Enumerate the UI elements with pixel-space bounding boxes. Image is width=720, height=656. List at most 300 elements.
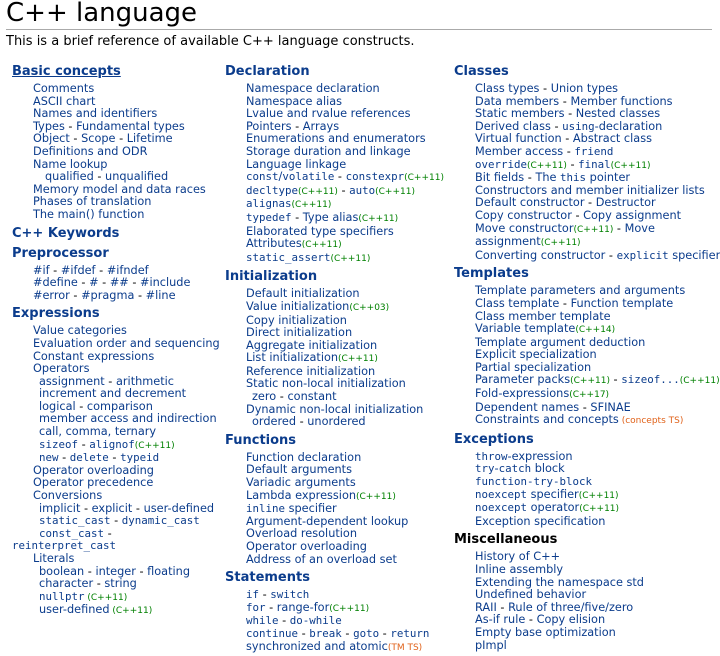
- link-memory-model-and-data-races[interactable]: Memory model and data races: [33, 182, 206, 196]
- section-heading-exceptions: Exceptions: [454, 431, 534, 447]
- link-nullptr[interactable]: nullptr: [39, 589, 85, 603]
- link-const[interactable]: const: [246, 170, 279, 184]
- link-argument-dependent-lookup[interactable]: Argument-dependent lookup: [246, 514, 409, 528]
- link-template-argument-deduction[interactable]: Template argument deduction: [475, 335, 646, 349]
- link-specifier[interactable]: specifier: [668, 248, 720, 262]
- link-dynamic-non-local-initialization[interactable]: Dynamic non-local initialization: [246, 402, 424, 416]
- separator: -: [115, 132, 127, 146]
- separator: -: [579, 400, 591, 414]
- link-assignment[interactable]: assignment: [475, 235, 541, 249]
- separator: -: [337, 183, 350, 197]
- section-heading-basic-concepts[interactable]: Basic concepts: [12, 64, 121, 79]
- link-function-declaration[interactable]: Function declaration: [246, 450, 362, 464]
- link-operator-precedence[interactable]: Operator precedence: [33, 476, 154, 490]
- link-throw[interactable]: throw: [475, 449, 508, 463]
- link-item[interactable]: #: [89, 276, 99, 290]
- link-explicit[interactable]: explicit: [91, 501, 133, 515]
- link-static-non-local-initialization[interactable]: Static non-local initialization: [246, 377, 406, 391]
- link-member-functions[interactable]: Member functions: [570, 94, 673, 108]
- link-explicit-specialization[interactable]: Explicit specialization: [475, 348, 597, 362]
- list-item: [225, 641, 450, 655]
- link-constant-expressions[interactable]: Constant expressions: [33, 349, 155, 363]
- version-badge: (C++11): [679, 376, 720, 387]
- separator: -: [69, 132, 82, 146]
- link-copy-elision[interactable]: Copy elision: [536, 613, 606, 627]
- list-item: [12, 439, 220, 453]
- link-block[interactable]: block: [531, 462, 565, 476]
- separator: -: [64, 119, 77, 133]
- link-names-and-identifiers[interactable]: Names and identifiers: [33, 107, 158, 121]
- link-class-template[interactable]: Class template: [475, 296, 560, 310]
- link-do-while[interactable]: do-while: [289, 614, 342, 628]
- separator: -: [259, 588, 271, 602]
- version-badge: (C++11): [578, 490, 619, 501]
- link-template-parameters-and-arguments[interactable]: Template parameters and arguments: [475, 284, 686, 298]
- link-constructors-and-member-initializer-lists[interactable]: Constructors and member initializer lists: [475, 183, 705, 197]
- list-item: [225, 238, 450, 252]
- list-item: [454, 323, 718, 337]
- version-badge: (C++11): [109, 606, 153, 617]
- link-bit-fields[interactable]: Bit fields: [475, 171, 525, 185]
- separator: -: [93, 577, 105, 591]
- separator: -: [98, 276, 110, 290]
- link-member-access[interactable]: Member access: [475, 144, 564, 158]
- link-fold-expressions[interactable]: Fold-expressions: [475, 387, 570, 401]
- link-item[interactable]: /: [278, 170, 283, 184]
- list-item: [454, 414, 718, 428]
- separator: -: [58, 451, 70, 465]
- link-operator[interactable]: operator: [527, 501, 580, 515]
- link-attributes[interactable]: Attributes: [246, 237, 302, 251]
- link-if[interactable]: #if: [33, 263, 50, 277]
- section-heading-miscellaneous: Miscellaneous: [454, 532, 558, 548]
- link-zero[interactable]: zero: [252, 390, 277, 404]
- link-string[interactable]: string: [104, 577, 137, 591]
- link-nested-classes[interactable]: Nested classes: [575, 107, 661, 121]
- version-badge: (C++17): [569, 390, 610, 401]
- list-item: [12, 604, 220, 618]
- link-return[interactable]: return: [390, 626, 430, 640]
- link-define[interactable]: #define: [33, 276, 78, 290]
- list-item: [454, 516, 718, 529]
- separator: -: [128, 276, 141, 290]
- link-union-types[interactable]: Union types: [550, 82, 619, 95]
- link-abstract-class[interactable]: Abstract class: [572, 132, 652, 146]
- separator: -: [49, 263, 61, 277]
- link-the-main-function[interactable]: The main() function: [33, 207, 145, 221]
- link-default-initialization[interactable]: Default initialization: [246, 287, 360, 301]
- link-address-of-an-overload-set[interactable]: Address of an overload set: [246, 552, 397, 566]
- link-specifier[interactable]: specifier: [285, 502, 337, 516]
- version-badge: (C++11): [134, 440, 175, 451]
- link-sizeof[interactable]: sizeof...: [621, 373, 680, 387]
- link-dynamic-cast[interactable]: dynamic_cast: [121, 514, 200, 528]
- link-integer[interactable]: integer: [95, 564, 136, 578]
- section-heading-templates: Templates: [454, 266, 529, 282]
- link-fundamental-types[interactable]: Fundamental types: [76, 119, 185, 133]
- list-item: [454, 502, 718, 516]
- link-line[interactable]: #line: [145, 288, 176, 302]
- section-heading-preprocessor[interactable]: Preprocessor: [12, 245, 109, 261]
- link-catch[interactable]: catch: [498, 462, 532, 476]
- separator: -: [84, 564, 96, 578]
- link-aggregate-initialization[interactable]: Aggregate initialization: [246, 338, 378, 352]
- link-specifier[interactable]: specifier: [527, 487, 579, 501]
- link-ordered[interactable]: ordered: [252, 415, 296, 429]
- separator: -: [496, 600, 509, 614]
- link-reinterpret-cast[interactable]: reinterpret_cast: [12, 539, 117, 553]
- link-using[interactable]: using: [562, 119, 595, 133]
- separator: -: [132, 501, 144, 515]
- link-empty-base-optimization[interactable]: Empty base optimization: [475, 625, 616, 639]
- list-item: [12, 591, 220, 605]
- separator: -: [110, 514, 122, 528]
- link-alignof[interactable]: alignof: [89, 437, 135, 451]
- link-elaborated-type-specifiers[interactable]: Elaborated type specifiers: [246, 224, 394, 238]
- link-volatile[interactable]: volatile: [282, 170, 335, 184]
- link-dependent-names[interactable]: Dependent names: [475, 400, 580, 414]
- link-user-defined[interactable]: user-defined: [143, 501, 215, 515]
- link-function-template[interactable]: Function template: [570, 296, 674, 310]
- version-badge: (C++03): [349, 302, 390, 313]
- separator: -: [265, 600, 277, 614]
- link-name-lookup[interactable]: Name lookup: [33, 157, 108, 171]
- link-arrays[interactable]: Arrays: [302, 119, 340, 133]
- link-range-for[interactable]: range-for: [276, 600, 330, 614]
- separator: -: [134, 288, 146, 302]
- version-badge: (C++11): [291, 200, 332, 211]
- link-rule-of-three-five-zero[interactable]: Rule of three/five/zero: [508, 600, 634, 614]
- link-constexpr[interactable]: constexpr: [345, 170, 405, 184]
- link-class-types[interactable]: Class types: [475, 82, 540, 95]
- link-static-assert[interactable]: static_assert: [246, 250, 331, 264]
- separator: -: [104, 374, 116, 388]
- link-pragma[interactable]: #pragma: [81, 288, 135, 302]
- version-badge: (C++11): [298, 186, 338, 197]
- link-scope[interactable]: Scope: [81, 132, 116, 146]
- list-item: [454, 489, 718, 503]
- list-item: [225, 185, 450, 199]
- link-class-member-template[interactable]: Class member template: [475, 309, 611, 323]
- version-badge: (C++11): [573, 224, 614, 235]
- version-badge: (C++14): [575, 325, 616, 336]
- separator: -: [77, 276, 90, 290]
- link-partial-specialization[interactable]: Partial specialization: [475, 360, 592, 374]
- link-comments[interactable]: Comments: [33, 82, 95, 95]
- separator: -: [613, 221, 625, 235]
- version-badge: (C++11): [570, 376, 610, 387]
- link-typeid[interactable]: typeid: [120, 451, 160, 465]
- link-converting-constructor[interactable]: Converting constructor: [475, 248, 606, 262]
- link-auto[interactable]: auto: [349, 183, 376, 197]
- link-enumerations-and-enumerators[interactable]: Enumerations and enumerators: [246, 132, 426, 146]
- list-item: [225, 171, 450, 185]
- ts-badge: (TM TS): [387, 642, 423, 653]
- separator: -: [334, 170, 346, 184]
- link-namespace-alias[interactable]: Namespace alias: [246, 94, 343, 108]
- link-literals[interactable]: Literals: [33, 552, 75, 565]
- link-error[interactable]: #error: [33, 288, 70, 302]
- separator: -: [80, 501, 92, 515]
- link-undefined-behavior[interactable]: Undefined behavior: [475, 588, 587, 602]
- separator: -: [563, 144, 575, 158]
- separator: -: [135, 564, 148, 578]
- list-item: [225, 252, 450, 266]
- separator: -: [296, 415, 308, 429]
- separator: -: [75, 399, 87, 413]
- link-derived-class[interactable]: Derived class: [475, 119, 551, 133]
- title-divider: [6, 29, 712, 30]
- link-noexcept[interactable]: noexcept: [475, 487, 528, 501]
- link-data-members[interactable]: Data members: [475, 94, 560, 108]
- separator: -: [298, 626, 310, 640]
- list-item: [454, 250, 718, 263]
- section-heading-classes: Classes: [454, 64, 509, 79]
- list-item: [12, 290, 220, 303]
- version-badge: (C++11): [330, 253, 371, 264]
- link-namespace-declaration[interactable]: Namespace declaration: [246, 82, 380, 95]
- link-variable-template[interactable]: Variable template: [475, 322, 576, 336]
- list-item: [225, 352, 450, 366]
- link-if[interactable]: if: [246, 588, 260, 602]
- link-expression[interactable]: -expression: [507, 449, 573, 463]
- link-raii[interactable]: RAII: [475, 600, 497, 614]
- link-inline-assembly[interactable]: Inline assembly: [475, 563, 564, 576]
- section-heading-cpp-keywords[interactable]: C++ Keywords: [12, 225, 120, 241]
- link-conversions[interactable]: Conversions: [33, 489, 103, 503]
- link-implicit[interactable]: implicit: [39, 501, 81, 515]
- separator: -: [525, 613, 537, 627]
- list-item: [454, 388, 718, 402]
- link-for[interactable]: for: [246, 600, 266, 614]
- separator: -: [571, 208, 584, 222]
- section-heading-expressions[interactable]: Expressions: [12, 306, 100, 322]
- link-static-cast[interactable]: static_cast: [39, 514, 111, 528]
- version-badge: (C++11): [338, 354, 378, 365]
- column-2: [225, 64, 450, 654]
- link-definitions-and-odr[interactable]: Definitions and ODR: [33, 144, 148, 158]
- list-item: [225, 416, 450, 429]
- separator: -: [95, 263, 107, 277]
- link-default-arguments[interactable]: Default arguments: [246, 463, 352, 477]
- link-parameter-packs[interactable]: Parameter packs: [475, 373, 571, 387]
- link-list-initialization[interactable]: List initialization: [246, 351, 339, 365]
- version-badge: (C++11): [540, 238, 581, 249]
- link-try[interactable]: try: [533, 475, 554, 489]
- link-pointers[interactable]: Pointers: [246, 119, 292, 133]
- separator: -: [291, 119, 303, 133]
- link-floating[interactable]: floating: [147, 564, 191, 578]
- link-arithmetic[interactable]: arithmetic: [115, 374, 175, 388]
- link-language-linkage[interactable]: Language linkage: [246, 157, 347, 171]
- separator: -: [559, 296, 571, 310]
- separator: -: [291, 210, 303, 224]
- link-member-access-and-indirection[interactable]: member access and indirection: [39, 412, 217, 426]
- link-function[interactable]: function-: [475, 475, 534, 489]
- version-badge: (C++11): [610, 160, 651, 171]
- section-heading-initialization: Initialization: [225, 269, 318, 285]
- separator: -: [69, 288, 82, 302]
- link-value-categories[interactable]: Value categories: [33, 324, 127, 338]
- link-copy-assignment[interactable]: Copy assignment: [583, 208, 682, 222]
- separator: -: [559, 94, 571, 108]
- link-default-constructor[interactable]: Default constructor: [475, 196, 585, 210]
- link-this[interactable]: this: [560, 171, 587, 185]
- link-sizeof[interactable]: sizeof: [39, 437, 79, 451]
- section-heading-functions: Functions: [225, 432, 297, 448]
- separator: -: [609, 373, 622, 387]
- link-block[interactable]: -block: [553, 475, 593, 489]
- link-exception-specification[interactable]: Exception specification: [475, 514, 606, 528]
- list-item: [225, 490, 450, 504]
- page-title: C++ language: [6, 0, 198, 28]
- link-explicit[interactable]: explicit: [616, 248, 669, 262]
- separator: -: [584, 196, 596, 210]
- link-assignment[interactable]: assignment: [39, 374, 105, 388]
- link-type-alias[interactable]: Type alias: [302, 210, 359, 224]
- link-pointer[interactable]: pointer: [586, 171, 631, 185]
- link-direct-initialization[interactable]: Direct initialization: [246, 326, 353, 340]
- link-override[interactable]: override: [475, 157, 528, 171]
- list-item: [454, 640, 718, 653]
- link-boolean[interactable]: boolean: [39, 564, 85, 578]
- link-noexcept[interactable]: noexcept: [475, 501, 528, 515]
- link-lambda-expression[interactable]: Lambda expression: [246, 488, 357, 502]
- link-variadic-arguments[interactable]: Variadic arguments: [246, 476, 356, 490]
- separator: -: [93, 170, 106, 184]
- link-call-comma-ternary[interactable]: call, comma, ternary: [39, 425, 157, 439]
- link-increment-and-decrement[interactable]: increment and decrement: [39, 387, 187, 401]
- list-item: [225, 212, 450, 226]
- link-while[interactable]: while: [246, 614, 279, 628]
- list-item: [454, 374, 718, 388]
- list-item: [225, 554, 450, 567]
- separator: -: [379, 626, 391, 640]
- link-comparison[interactable]: comparison: [86, 399, 153, 413]
- link-const-cast[interactable]: const_cast: [39, 526, 105, 540]
- link-types[interactable]: Types: [33, 119, 65, 133]
- list-item: [225, 198, 450, 212]
- section-heading-statements: Statements: [225, 570, 310, 586]
- separator: -: [550, 119, 563, 133]
- link-pimpl[interactable]: pImpl: [475, 638, 507, 652]
- separator: -: [341, 626, 354, 640]
- link-object[interactable]: Object: [33, 132, 70, 146]
- link-ifndef[interactable]: #ifndef: [106, 263, 149, 277]
- version-badge: (C++11): [301, 240, 342, 251]
- link-include[interactable]: #include: [140, 276, 191, 290]
- link-break[interactable]: break: [309, 626, 342, 640]
- link-lvalue-and-rvalue-references[interactable]: Lvalue and rvalue references: [246, 107, 411, 121]
- link-copy-constructor[interactable]: Copy constructor: [475, 208, 572, 222]
- link-qualified[interactable]: qualified: [45, 170, 94, 184]
- link-ascii-chart[interactable]: ASCII chart: [33, 94, 96, 108]
- link-virtual-function[interactable]: Virtual function: [475, 132, 562, 146]
- link-unqualified[interactable]: unqualified: [105, 170, 169, 184]
- link-try[interactable]: try: [475, 462, 495, 476]
- link-delete[interactable]: delete: [69, 451, 109, 465]
- list-item: [12, 209, 220, 222]
- link-value-initialization[interactable]: Value initialization: [246, 299, 350, 313]
- link-operator-overloading[interactable]: Operator overloading: [246, 540, 367, 553]
- link-final[interactable]: final: [578, 157, 611, 171]
- link-unordered[interactable]: unordered: [307, 415, 366, 429]
- separator: -: [561, 132, 573, 146]
- link-lifetime[interactable]: Lifetime: [126, 132, 173, 146]
- link-operator-overloading[interactable]: Operator overloading: [33, 463, 154, 477]
- section-heading-declaration: Declaration: [225, 64, 310, 79]
- link-extending-the-namespace-std[interactable]: Extending the namespace std: [475, 575, 644, 589]
- link-declaration[interactable]: -declaration: [594, 119, 663, 133]
- link-move[interactable]: Move: [624, 221, 655, 235]
- ts-badge: (concepts TS): [618, 416, 684, 427]
- link-new[interactable]: new: [39, 451, 59, 465]
- link-friend[interactable]: friend: [574, 144, 614, 158]
- link-item[interactable]: ##: [109, 276, 129, 290]
- link-reference-initialization[interactable]: Reference initialization: [246, 364, 376, 378]
- link-destructor[interactable]: Destructor: [595, 196, 656, 210]
- link-goto[interactable]: goto: [353, 626, 380, 640]
- link-the[interactable]: The: [535, 171, 561, 185]
- link-move-constructor[interactable]: Move constructor: [475, 221, 574, 235]
- link-decltype[interactable]: decltype: [246, 183, 299, 197]
- link-evaluation-order-and-sequencing[interactable]: Evaluation order and sequencing: [33, 336, 220, 350]
- link-phases-of-translation[interactable]: Phases of translation: [33, 195, 152, 209]
- list-item: [454, 236, 718, 250]
- list-item: [225, 602, 450, 616]
- separator: -: [605, 248, 617, 262]
- version-badge: (C++11): [84, 592, 128, 603]
- link-continue[interactable]: continue: [246, 626, 299, 640]
- separator: -: [564, 107, 576, 121]
- link-synchronized-and-atomic[interactable]: synchronized and atomic: [246, 639, 388, 653]
- link-history-of-cpp[interactable]: History of C++: [475, 550, 561, 564]
- link-constraints-and-concepts[interactable]: Constraints and concepts: [475, 413, 619, 427]
- link-sfinae[interactable]: SFINAE: [590, 400, 631, 414]
- version-badge: (C++11): [404, 173, 444, 184]
- column-1: [12, 64, 220, 618]
- version-badge: (C++11): [527, 160, 567, 171]
- link-switch[interactable]: switch: [270, 588, 310, 602]
- separator: -: [276, 390, 288, 404]
- list-item: [454, 223, 718, 237]
- link-overload-resolution[interactable]: Overload resolution: [246, 527, 357, 541]
- link-storage-duration-and-linkage[interactable]: Storage duration and linkage: [246, 144, 411, 158]
- link-item[interactable]: -: [494, 462, 499, 476]
- link-typedef[interactable]: typedef: [246, 210, 292, 224]
- link-user-defined[interactable]: user-defined: [39, 603, 110, 617]
- link-logical[interactable]: logical: [39, 399, 76, 413]
- link-character[interactable]: character: [39, 577, 94, 591]
- separator: -: [566, 157, 579, 171]
- separator: -: [108, 451, 121, 465]
- version-badge: (C++11): [375, 186, 415, 197]
- version-badge: (C++11): [356, 491, 396, 502]
- link-as-if-rule[interactable]: As-if rule: [475, 613, 526, 627]
- version-badge: (C++11): [358, 213, 399, 224]
- link-ifdef[interactable]: #ifdef: [60, 263, 96, 277]
- link-alignas[interactable]: alignas: [246, 197, 292, 211]
- link-inline[interactable]: inline: [246, 502, 286, 516]
- intro-text: This is a brief reference of available C++ language constructs.: [6, 34, 415, 49]
- version-badge: (C++11): [579, 504, 620, 515]
- link-operators[interactable]: Operators: [33, 362, 90, 376]
- column-3: [454, 64, 718, 652]
- link-static-members[interactable]: Static members: [475, 107, 565, 121]
- link-constant[interactable]: constant: [287, 390, 337, 404]
- list-item: [454, 159, 718, 173]
- link-copy-initialization[interactable]: Copy initialization: [246, 313, 347, 327]
